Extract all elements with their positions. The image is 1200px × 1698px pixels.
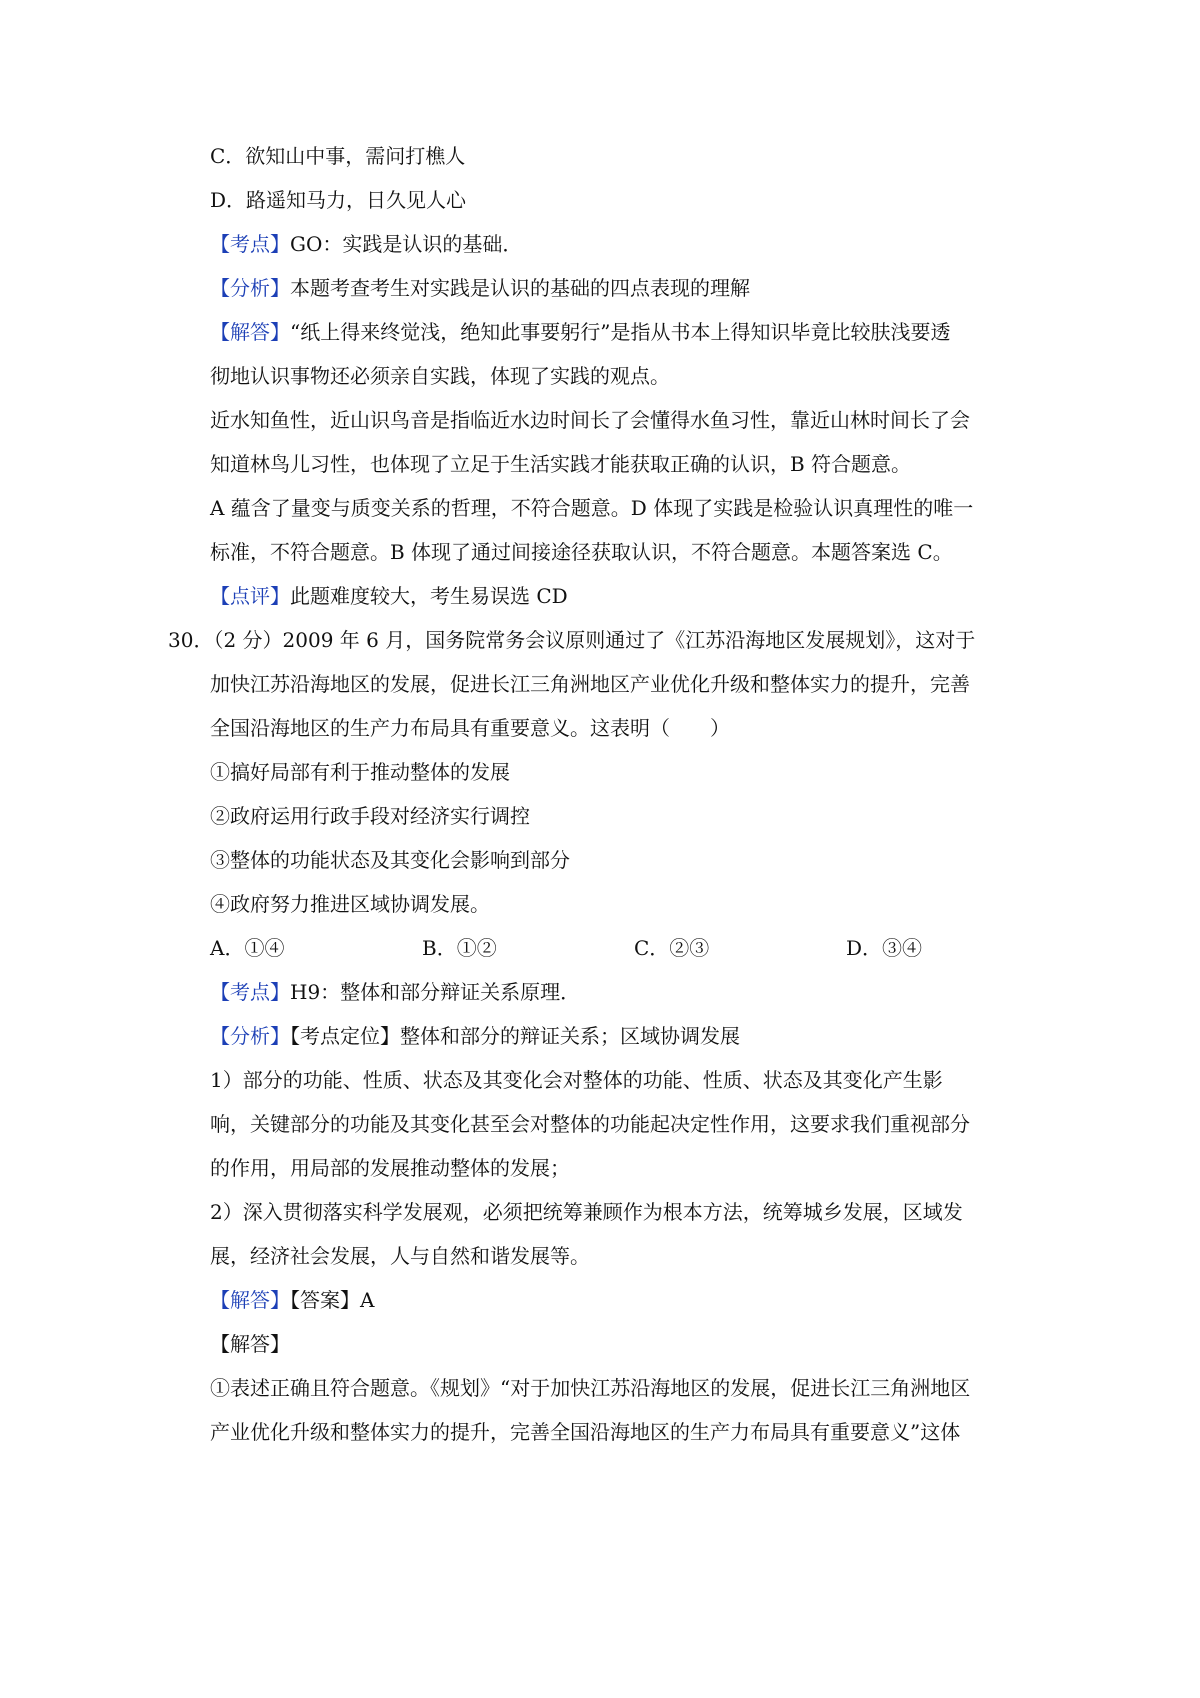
q30-jieda-line-1: ①表述正确且符合题意。《规划》“对于加快江苏沿海地区的发展，促进长江三角洲地区	[210, 1376, 971, 1400]
kaodian-tag: 【考点】	[210, 232, 290, 256]
dianping-text: 此题难度较大，考生易误选 CD	[290, 584, 568, 608]
q30-jieda-tag: 【解答】	[210, 1288, 290, 1312]
option-c: C．欲知山中事，需问打樵人	[210, 144, 466, 168]
fenxi-p2-line-2: 展，经济社会发展，人与自然和谐发展等。	[210, 1244, 590, 1268]
statement-2: ②政府运用行政手段对经济实行调控	[210, 804, 530, 828]
para2-line-2: 知道林鸟儿习性，也体现了立足于生活实践才能获取正确的认识，B 符合题意。	[210, 452, 912, 476]
stem-text-1: （2 分）2009 年 6 月，国务院常务会议原则通过了《江苏沿海地区发展规划》，这对于	[213, 628, 976, 652]
choice-b: B．①②	[422, 936, 497, 960]
answer-choices	[210, 934, 1030, 962]
dianping-tag: 【点评】	[210, 584, 290, 608]
fenxi-text: 本题考查考生对实践是认识的基础的四点表现的理解	[290, 276, 750, 300]
q30-kaodian-tag: 【考点】	[210, 980, 290, 1004]
fenxi-p1-line-3: 的作用，用局部的发展推动整体的发展；	[210, 1156, 570, 1180]
statement-3: ③整体的功能状态及其变化会影响到部分	[210, 848, 570, 872]
para2-line-1: 近水知鱼性，近山识鸟音是指临近水边时间长了会懂得水鱼习性，靠近山林时间长了会	[210, 408, 970, 432]
choice-c: C．②③	[634, 936, 710, 960]
para3-line-2: 标准，不符合题意。B 体现了通过间接途径获取认识，不符合题意。本题答案选 C。	[210, 540, 953, 564]
fenxi-p1-line-2: 响，关键部分的功能及其变化甚至会对整体的功能起决定性作用，这要求我们重视部分	[210, 1112, 970, 1136]
q30-fenxi-tag: 【分析】	[210, 1024, 290, 1048]
jieda-text-2: 彻地认识事物还必须亲自实践，体现了实践的观点。	[210, 364, 670, 388]
q30-fenxi-text: 【考点定位】整体和部分的辩证关系；区域协调发展	[290, 1024, 740, 1048]
fenxi-p1-line-1: 1）部分的功能、性质、状态及其变化会对整体的功能、性质、状态及其变化产生影	[210, 1068, 943, 1092]
kaodian-text: GO：实践是认识的基础．	[290, 232, 523, 256]
dianping-line	[210, 582, 1030, 610]
option-d: D．路遥知马力，日久见人心	[210, 188, 467, 212]
q30-kaodian-line	[210, 978, 1030, 1006]
choice-d: D．③④	[846, 936, 923, 960]
kaodian-line	[210, 230, 1030, 258]
fenxi-line	[210, 274, 1030, 302]
q30-jieda-heading: 【解答】	[210, 1332, 290, 1356]
para3-line-1: A 蕴含了量变与质变关系的哲理，不符合题意。D 体现了实践是检验认识真理性的唯一	[210, 496, 974, 520]
question-30-stem-line-3: 全国沿海地区的生产力布局具有重要意义。这表明（ ）	[210, 716, 730, 740]
statement-4: ④政府努力推进区域协调发展。	[210, 892, 490, 916]
fenxi-tag: 【分析】	[210, 276, 290, 300]
jieda-text-1: “纸上得来终觉浅，绝知此事要躬行”是指从书本上得知识毕竟比较肤浅要透	[290, 320, 951, 344]
question-number: 30．	[168, 628, 214, 652]
q30-jieda-line-2: 产业优化升级和整体实力的提升，完善全国沿海地区的生产力布局具有重要意义”这体	[210, 1420, 961, 1444]
q30-kaodian-text: H9：整体和部分辩证关系原理．	[290, 980, 581, 1004]
jieda-tag: 【解答】	[210, 320, 290, 344]
jieda-line	[210, 318, 1030, 346]
question-30-stem-line-1	[168, 626, 1030, 654]
fenxi-p2-line-1: 2）深入贯彻落实科学发展观，必须把统筹兼顾作为根本方法，统筹城乡发展，区域发	[210, 1200, 963, 1224]
q30-jieda-line	[210, 1286, 1030, 1314]
q30-answer-text: 【答案】A	[290, 1288, 375, 1312]
statement-1: ①搞好局部有利于推动整体的发展	[210, 760, 510, 784]
q30-fenxi-line	[210, 1022, 1030, 1050]
question-30-stem-line-2: 加快江苏沿海地区的发展，促进长江三角洲地区产业优化升级和整体实力的提升，完善	[210, 672, 970, 696]
choice-a: A．①④	[210, 936, 285, 960]
